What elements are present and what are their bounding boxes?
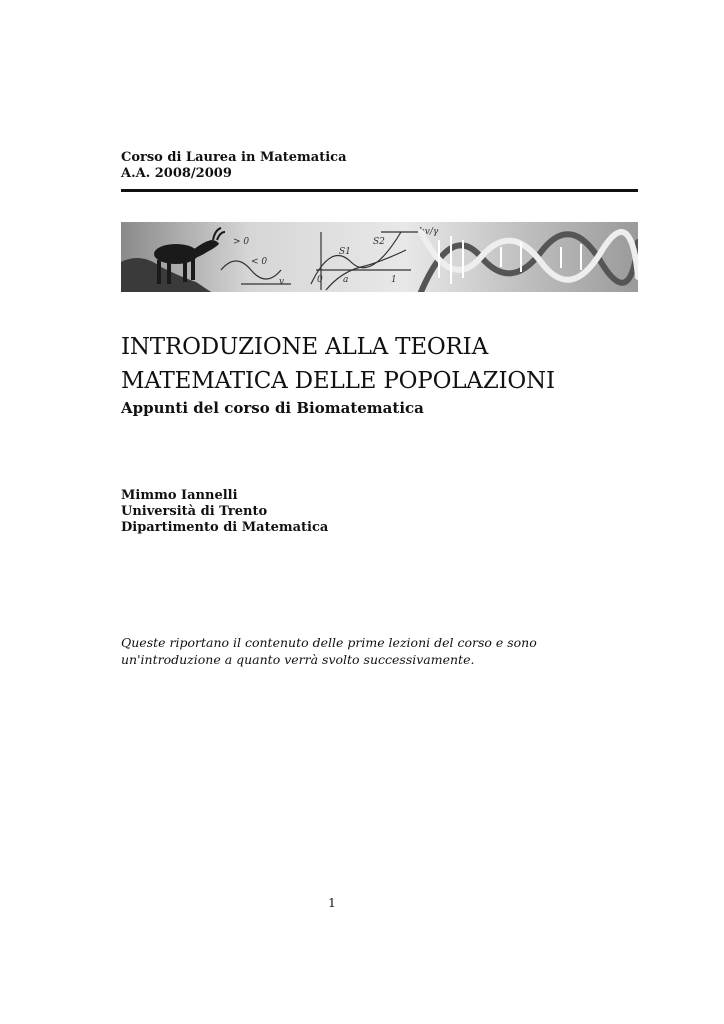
course-name: Corso di Laurea in Matematica <box>121 150 347 165</box>
formula-s1: S1 <box>339 247 351 257</box>
formula-lt: < 0 <box>251 257 268 267</box>
formula-top: bv/γ <box>419 227 439 237</box>
abstract-line-2: un'introduzione a quanto verrà svolto successivamente. <box>121 652 475 667</box>
author-university: Università di Trento <box>121 504 268 519</box>
cover-banner-image <box>121 222 638 292</box>
document-title <box>121 330 555 398</box>
abstract-line-1: Queste riportano il contenuto delle prime lezioni del corso e sono <box>121 635 537 650</box>
document-subtitle: Appunti del corso di Biomatematica <box>121 399 424 417</box>
author-block <box>121 488 328 536</box>
title-line-2: MATEMATICA DELLE POPOLAZIONI <box>121 368 555 394</box>
header-rule <box>121 189 638 192</box>
formula-s2: S2 <box>373 237 385 247</box>
author-department: Dipartimento di Matematica <box>121 520 329 535</box>
abstract-note <box>121 634 591 668</box>
page-number: 1 <box>328 896 336 910</box>
axis-a: a <box>343 275 349 285</box>
author-name: Mimmo Iannelli <box>121 488 238 503</box>
axis-v: v <box>279 277 285 287</box>
title-line-1: INTRODUZIONE ALLA TEORIA <box>121 334 488 360</box>
formula-gt: > 0 <box>233 237 250 247</box>
course-header <box>121 150 347 182</box>
axis-1: 1 <box>391 275 397 285</box>
academic-year: A.A. 2008/2009 <box>121 166 232 181</box>
axis-0: 0 <box>317 275 323 285</box>
